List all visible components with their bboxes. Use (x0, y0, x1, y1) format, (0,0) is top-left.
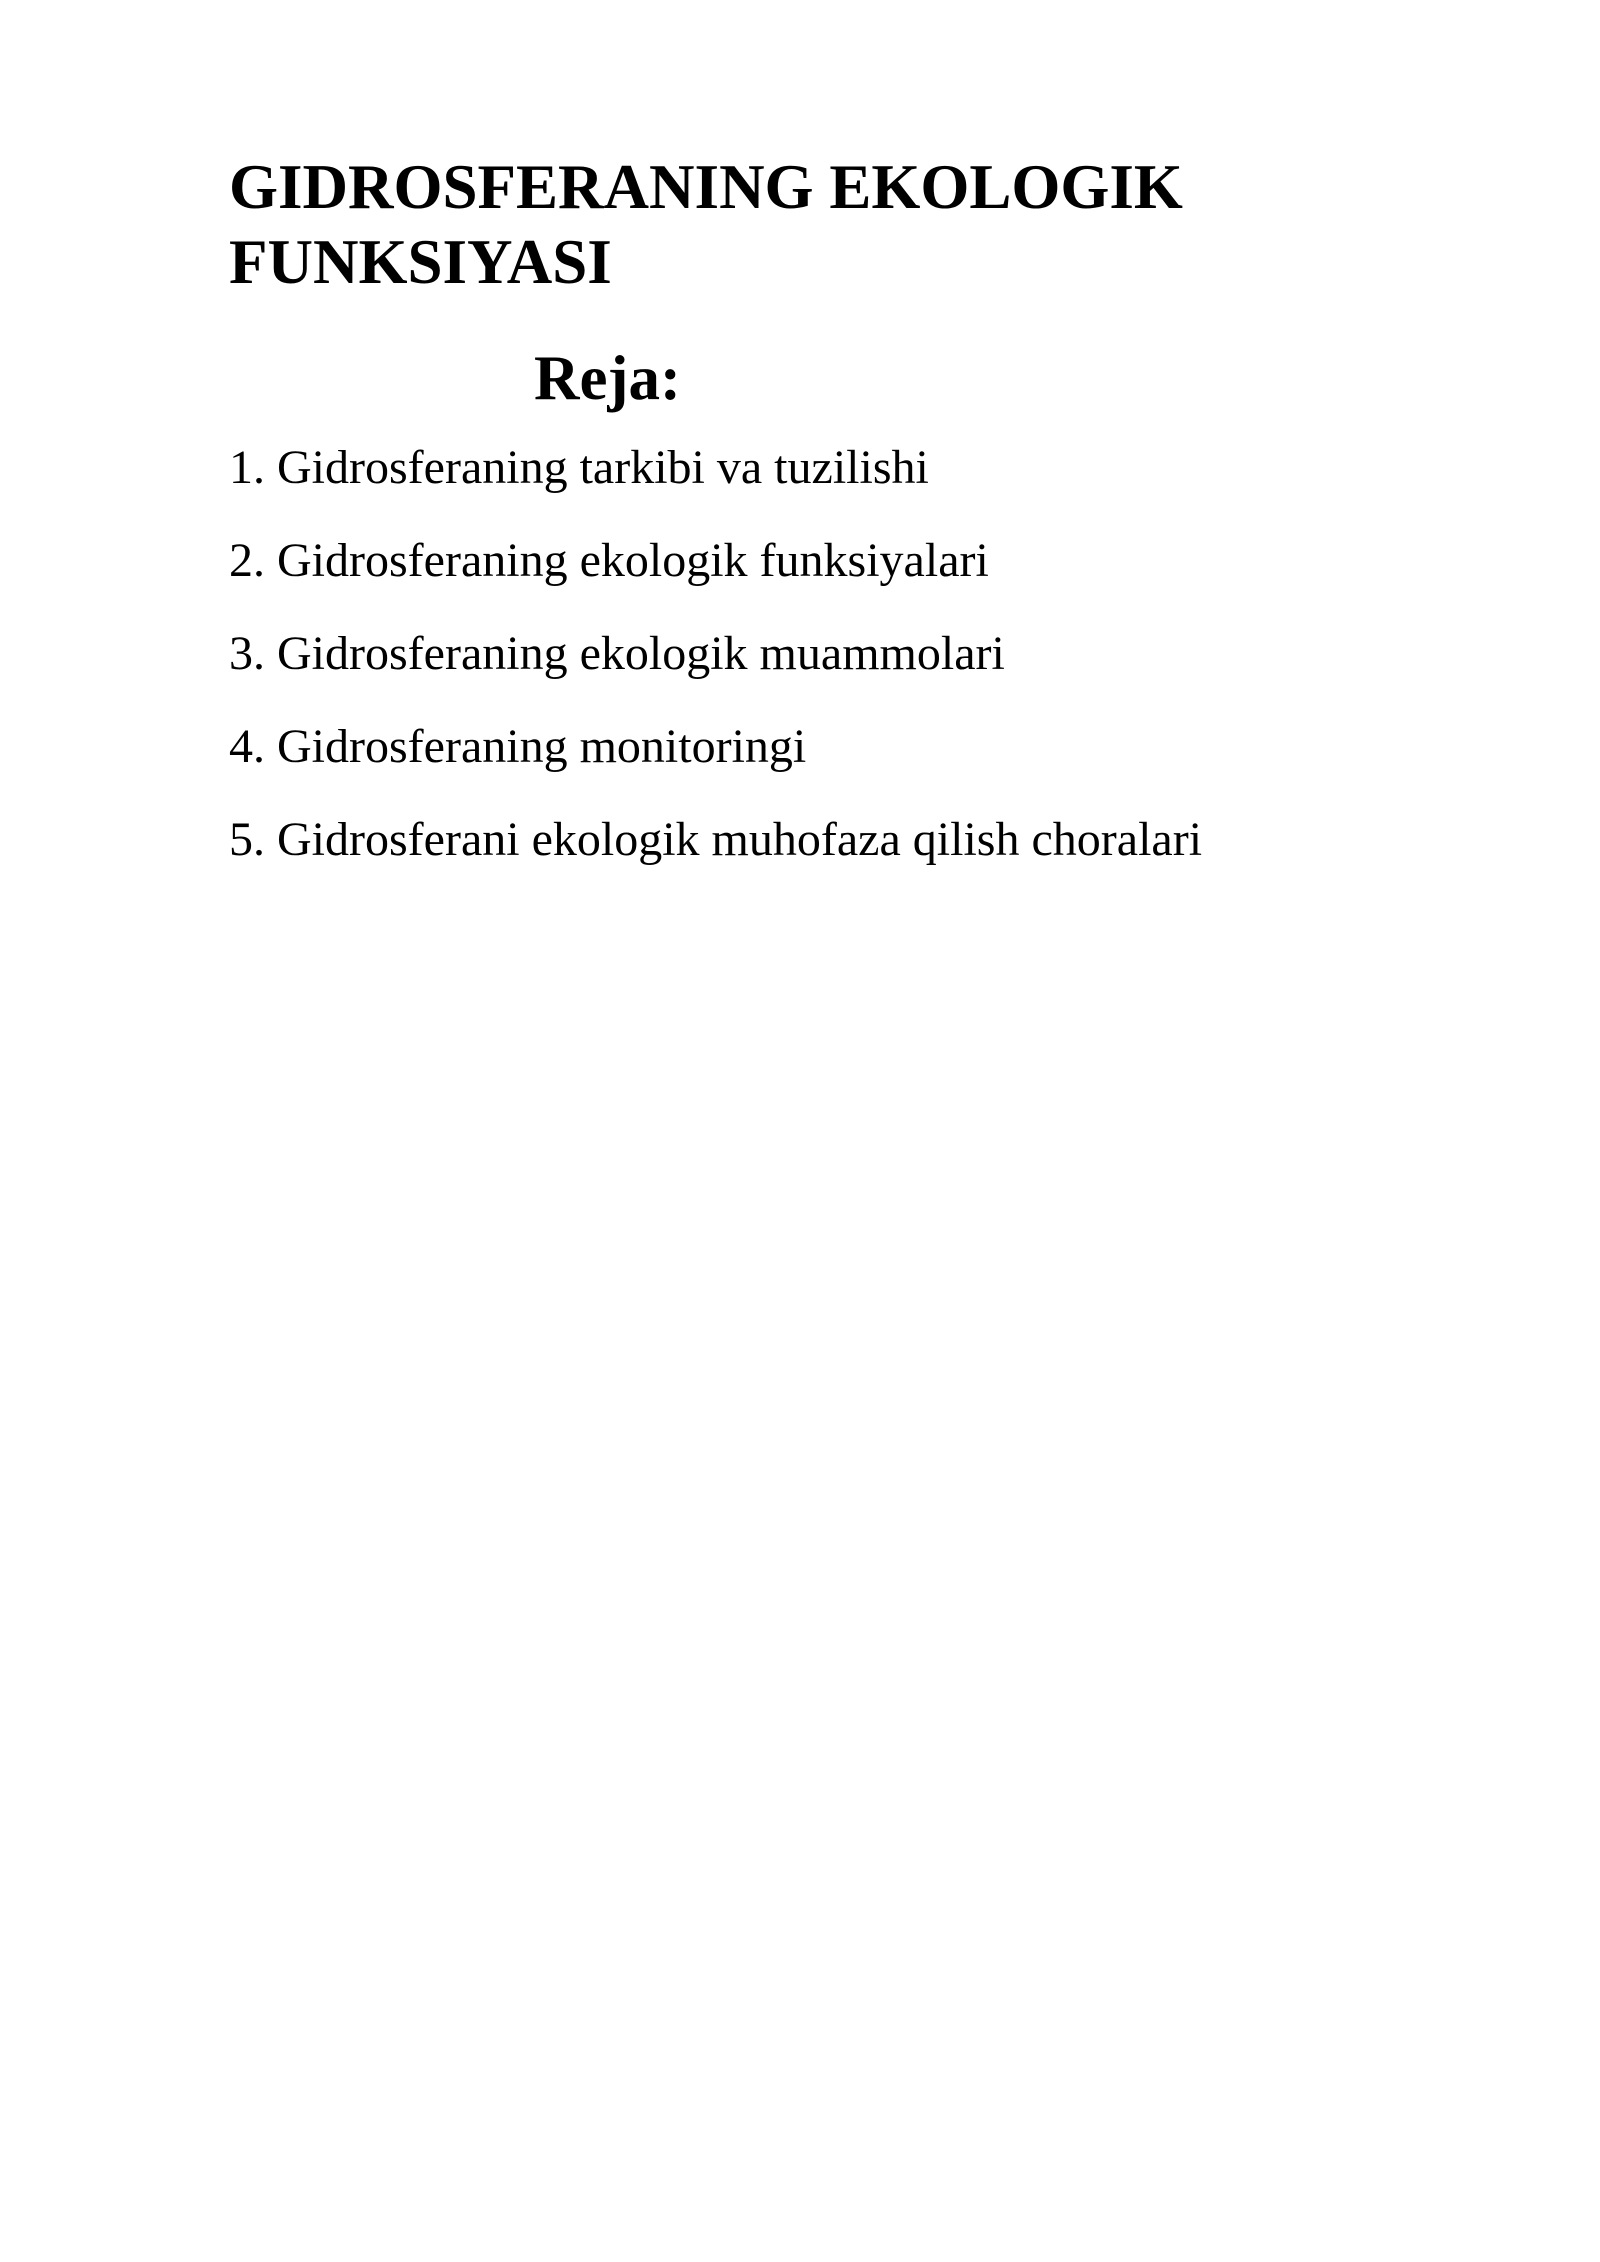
plan-item-3 (229, 626, 1369, 682)
plan-item-text: Gidrosferaning ekologik funksiyalari (277, 534, 989, 587)
document-content (229, 150, 1369, 905)
plan-item-number: 4. (229, 720, 265, 773)
plan-item-number: 3. (229, 627, 265, 680)
document-title-line-1: GIDROSFERANING EKOLOGIK (229, 152, 1183, 222)
plan-item-5 (229, 812, 1369, 868)
plan-item-text: Gidrosferaning ekologik muammolari (277, 627, 1005, 680)
plan-heading: Reja: (534, 343, 681, 413)
plan-list (229, 440, 1369, 868)
plan-item-number: 2. (229, 534, 265, 587)
plan-item-text: Gidrosferaning monitoringi (277, 720, 807, 773)
plan-item-text: Gidrosferani ekologik muhofaza qilish choralari (277, 813, 1203, 866)
plan-item-number: 5. (229, 813, 265, 866)
plan-item-1 (229, 440, 1369, 496)
plan-item-2 (229, 533, 1369, 589)
plan-item-number: 1. (229, 441, 265, 494)
document-title-line-2: FUNKSIYASI (229, 227, 612, 297)
document-title (229, 150, 1369, 300)
plan-item-text: Gidrosferaning tarkibi va tuzilishi (277, 441, 929, 494)
plan-item-4 (229, 719, 1369, 775)
